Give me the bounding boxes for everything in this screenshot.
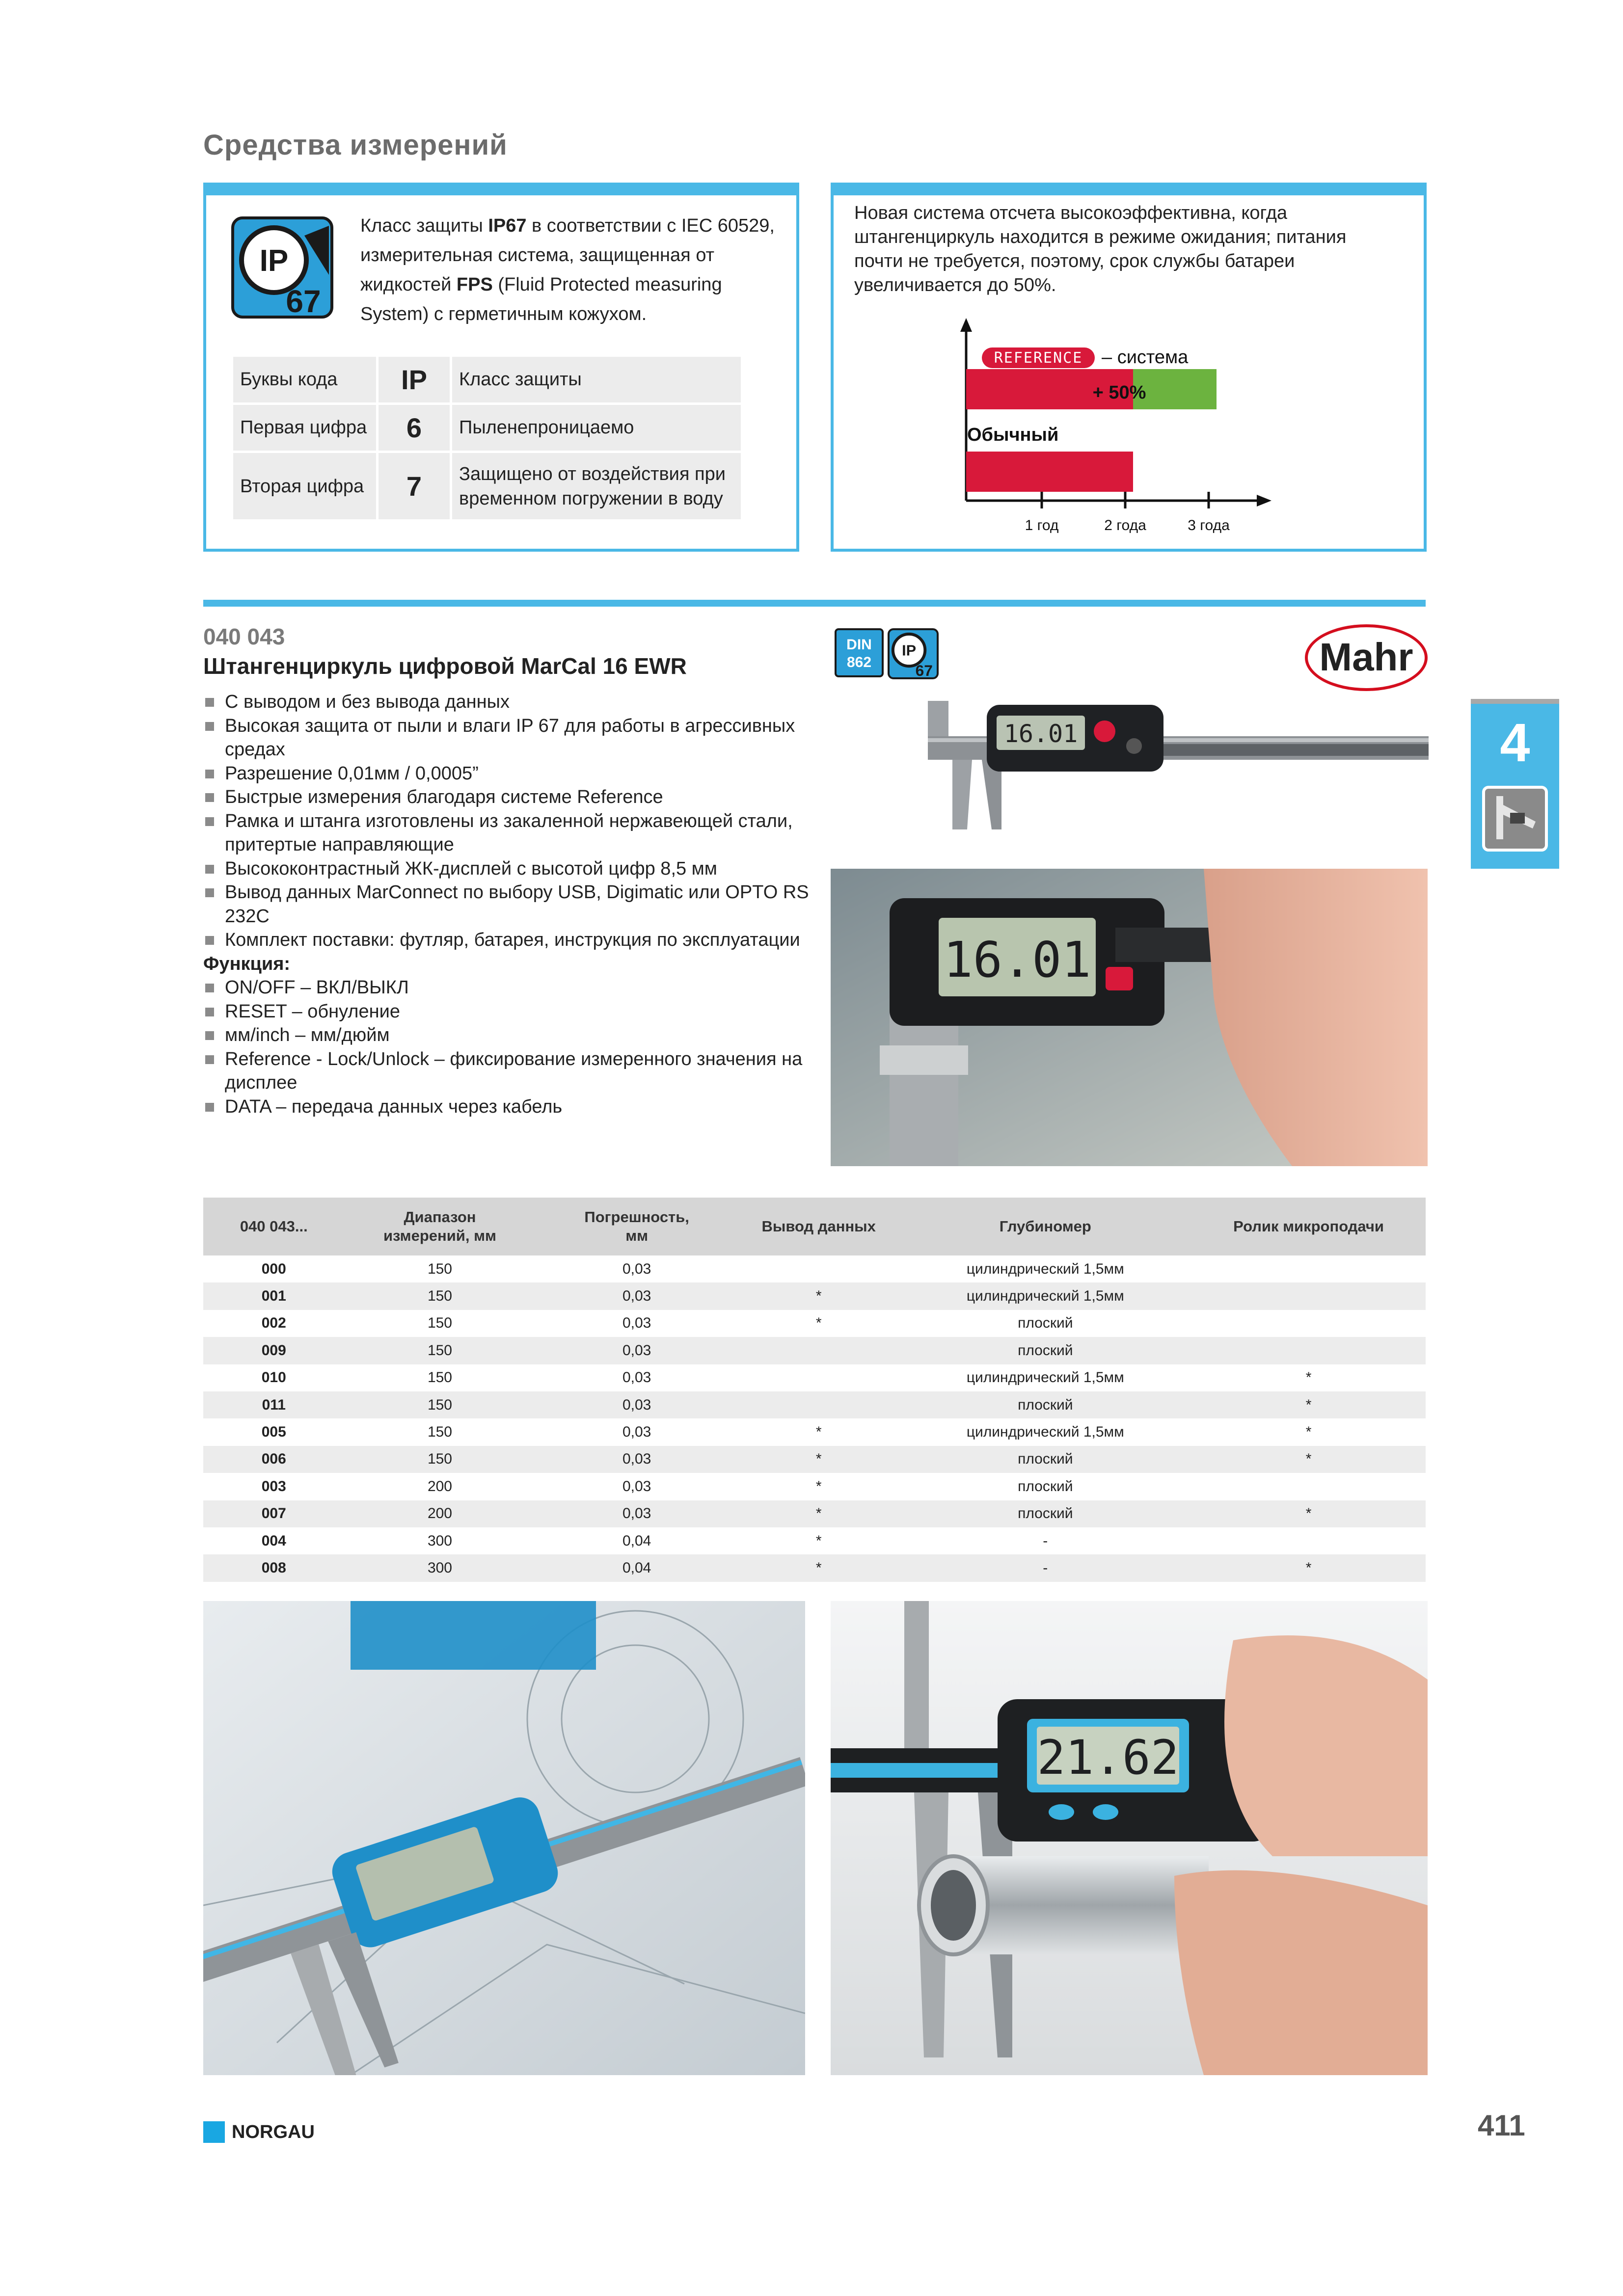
normal-bar	[966, 452, 1133, 492]
row-roller	[1191, 1337, 1426, 1364]
ip-value: Пыленепроницаемо	[451, 404, 742, 452]
row-accuracy: 0,03	[535, 1282, 738, 1309]
photo-display-reading: 16.01	[943, 931, 1091, 988]
svg-text:IP: IP	[259, 244, 289, 278]
caliper-icon	[1482, 785, 1548, 852]
row-range: 200	[345, 1500, 536, 1527]
ip67-icon	[231, 216, 334, 319]
function-item: RESET – обнуление	[203, 1000, 822, 1024]
row-range: 150	[427, 1369, 452, 1386]
feature-item: Комплект поставки: футляр, батарея, инструкция по эксплуатации	[203, 928, 822, 952]
product-title: Штангенциркуль цифровой MarCal 16 EWR	[203, 653, 687, 679]
col-article: 040 043...	[203, 1198, 345, 1255]
function-item: мм/inch – мм/дюйм	[203, 1023, 822, 1047]
row-data-output: *	[738, 1282, 899, 1309]
row-data-output	[738, 1337, 899, 1364]
row-data-output	[738, 1391, 899, 1418]
col-depth-gauge: Глубиномер	[899, 1198, 1191, 1255]
col-fine-adjust-roller: Ролик микроподачи	[1191, 1198, 1426, 1255]
ip-value: Класс защиты	[451, 356, 742, 404]
bonus-label: + 50%	[1092, 382, 1146, 403]
row-article: 002	[261, 1315, 286, 1332]
caliper-product-image	[918, 687, 1429, 834]
x-tick-label: 3 года	[1188, 517, 1230, 534]
row-range: 150	[427, 1424, 452, 1441]
section-title: Средства измерений	[203, 129, 508, 161]
feature-item: С выводом и без вывода данных	[203, 690, 822, 714]
row-data-output: *	[815, 1315, 822, 1332]
row-range: 150	[345, 1282, 536, 1309]
table-row	[203, 1337, 1426, 1364]
ip-table-row	[232, 452, 742, 521]
measurement-photo	[831, 869, 1428, 1166]
ip-key: Буквы кода	[232, 356, 378, 404]
row-roller	[1191, 1473, 1426, 1500]
row-roller: *	[1191, 1446, 1426, 1473]
row-article: 004	[261, 1532, 286, 1549]
row-article: 007	[203, 1500, 345, 1527]
row-data-output: *	[815, 1532, 822, 1549]
row-roller: *	[1191, 1554, 1426, 1581]
chapter-number: 4	[1500, 713, 1530, 773]
table-row	[203, 1446, 1426, 1473]
row-roller	[1191, 1527, 1426, 1554]
row-range: 300	[427, 1532, 452, 1549]
norgau-logo-square	[203, 2121, 225, 2143]
row-data-output: *	[738, 1446, 899, 1473]
row-depth-gauge: -	[899, 1554, 1191, 1581]
row-article: 006	[203, 1446, 345, 1473]
ip-code: IP	[378, 356, 451, 404]
table-header-row	[203, 1198, 1426, 1255]
ip-table-row	[232, 404, 742, 452]
feature-item: Быстрые измерения благодаря системе Reference	[203, 785, 822, 809]
row-data-output	[738, 1255, 899, 1282]
footer-brand: NORGAU	[232, 2122, 315, 2142]
table-row	[203, 1473, 1426, 1500]
ip-description: Класс защиты IP67 в соответствии с IEC 60529, измерительная система, защищенная от жидкостей FPS (Fluid Protected measuring System) с герметичным кожухом.	[360, 215, 775, 324]
row-article: 009	[203, 1337, 345, 1364]
reference-logo-text: REFERENCE	[994, 349, 1083, 367]
row-roller	[1191, 1255, 1426, 1282]
functions-heading: Функция:	[203, 953, 291, 974]
table-row	[203, 1418, 1426, 1445]
ip-table-row	[232, 356, 742, 404]
feature-item: Высококонтрастный ЖК-дисплей с высотой цифр 8,5 мм	[203, 857, 822, 881]
row-depth-gauge: -	[1043, 1532, 1048, 1549]
row-roller: *	[1191, 1391, 1426, 1418]
svg-text:67: 67	[915, 662, 933, 679]
row-depth-gauge: цилиндрический 1,5мм	[966, 1260, 1124, 1277]
x-tick-label: 2 года	[1104, 517, 1146, 534]
row-accuracy: 0,03	[535, 1500, 738, 1527]
row-accuracy: 0,04	[535, 1554, 738, 1581]
row-article: 010	[261, 1369, 286, 1386]
row-accuracy: 0,03	[622, 1478, 651, 1495]
row-range: 200	[427, 1478, 452, 1495]
battery-life-chart	[952, 314, 1286, 535]
row-data-output: *	[815, 1424, 822, 1441]
function-item: ON/OFF – ВКЛ/ВЫКЛ	[203, 976, 822, 1000]
row-accuracy: 0,03	[622, 1424, 651, 1441]
ip-key: Вторая цифра	[232, 452, 378, 521]
row-depth-gauge: плоский	[899, 1337, 1191, 1364]
table-row	[203, 1391, 1426, 1418]
normal-label: Обычный	[967, 425, 1059, 445]
table-row	[203, 1554, 1426, 1581]
mahr-logo: Mahr	[1305, 624, 1428, 691]
ip-code: 7	[378, 452, 451, 521]
col-range: Диапазон измерений, мм	[345, 1198, 536, 1255]
row-depth-gauge: плоский	[899, 1391, 1191, 1418]
article-number: 040 043	[203, 624, 285, 649]
row-accuracy: 0,03	[622, 1369, 651, 1386]
row-accuracy: 0,04	[622, 1532, 651, 1549]
ip-code-table	[231, 354, 743, 522]
row-article: 001	[203, 1282, 345, 1309]
row-article: 008	[203, 1554, 345, 1581]
row-data-output: *	[738, 1554, 899, 1581]
table-row	[203, 1310, 1426, 1337]
table-row	[203, 1255, 1426, 1282]
function-item: DATA – передача данных через кабель	[203, 1095, 822, 1119]
reference-description: Новая система отсчета высокоэффективна, когда штангенциркуль находится в режиме ожидания; питания почти не требуется, поэтому, срок службы батареи увеличивается до 50%.	[854, 203, 1347, 295]
row-range: 150	[427, 1315, 452, 1332]
feature-item: Разрешение 0,01мм / 0,0005”	[203, 762, 822, 786]
row-roller	[1191, 1282, 1426, 1309]
svg-text:IP: IP	[902, 641, 917, 659]
row-roller	[1191, 1310, 1426, 1337]
product-variants-table	[203, 1198, 1426, 1582]
table-row	[203, 1527, 1426, 1554]
ip-value: Защищено от воздействия при временном погружении в воду	[451, 452, 742, 521]
reference-suffix: – система	[1102, 347, 1189, 368]
row-data-output: *	[738, 1500, 899, 1527]
row-article: 000	[261, 1260, 286, 1277]
col-accuracy: Погрешность, мм	[535, 1198, 738, 1255]
row-roller: *	[1191, 1500, 1426, 1527]
row-accuracy: 0,03	[622, 1315, 651, 1332]
row-accuracy: 0,03	[535, 1337, 738, 1364]
caliper-drawing-photo	[203, 1601, 805, 2075]
row-depth-gauge: цилиндрический 1,5мм	[966, 1424, 1124, 1441]
ip67-badge	[888, 628, 939, 679]
row-depth-gauge: цилиндрический 1,5мм	[899, 1282, 1191, 1309]
row-article: 003	[261, 1478, 286, 1495]
row-accuracy: 0,03	[622, 1260, 651, 1277]
function-item: Reference - Lock/Unlock – фиксирование измеренного значения на дисплее	[203, 1047, 822, 1095]
row-roller: *	[1305, 1424, 1312, 1441]
row-depth-gauge: плоский	[1018, 1478, 1073, 1495]
row-article: 005	[261, 1424, 286, 1441]
table-row	[203, 1282, 1426, 1309]
caliper-display-reading: 16.01	[1003, 720, 1078, 748]
table-row	[203, 1500, 1426, 1527]
feature-item: Вывод данных MarConnect по выбору USB, Digimatic или OPTO RS 232C	[203, 881, 822, 928]
row-depth-gauge: цилиндрический 1,5мм	[966, 1369, 1124, 1386]
row-range: 150	[345, 1391, 536, 1418]
page-number: 411	[1478, 2109, 1525, 2142]
row-data-output: *	[815, 1478, 822, 1495]
ip-code: 6	[378, 404, 451, 452]
section-divider	[203, 600, 1426, 607]
feature-item: Рамка и штанга изготовлены из закаленной нержавеющей стали, притертые направляющие	[203, 809, 822, 857]
feature-item: Высокая защита от пыли и влаги IP 67 для работы в агрессивных средах	[203, 714, 822, 762]
row-article: 011	[203, 1391, 345, 1418]
row-depth-gauge: плоский	[899, 1500, 1191, 1527]
row-depth-gauge: плоский	[899, 1446, 1191, 1473]
row-range: 300	[345, 1554, 536, 1581]
row-accuracy: 0,03	[535, 1391, 738, 1418]
din-862-badge: DIN 862	[835, 628, 884, 677]
table-row	[203, 1364, 1426, 1391]
ip-key: Первая цифра	[232, 404, 378, 452]
x-tick-label: 1 год	[1025, 517, 1059, 534]
row-range: 150	[345, 1337, 536, 1364]
feature-list	[203, 690, 822, 1119]
pipe-photo-display-reading: 21.62	[1037, 1730, 1179, 1785]
row-range: 150	[345, 1446, 536, 1473]
col-data-output: Вывод данных	[738, 1198, 899, 1255]
row-roller: *	[1305, 1369, 1312, 1386]
row-depth-gauge: плоский	[1018, 1315, 1073, 1332]
svg-text:67: 67	[286, 284, 321, 319]
row-data-output	[738, 1364, 899, 1391]
row-accuracy: 0,03	[535, 1446, 738, 1473]
row-range: 150	[427, 1260, 452, 1277]
caliper-pipe-photo	[831, 1601, 1428, 2075]
